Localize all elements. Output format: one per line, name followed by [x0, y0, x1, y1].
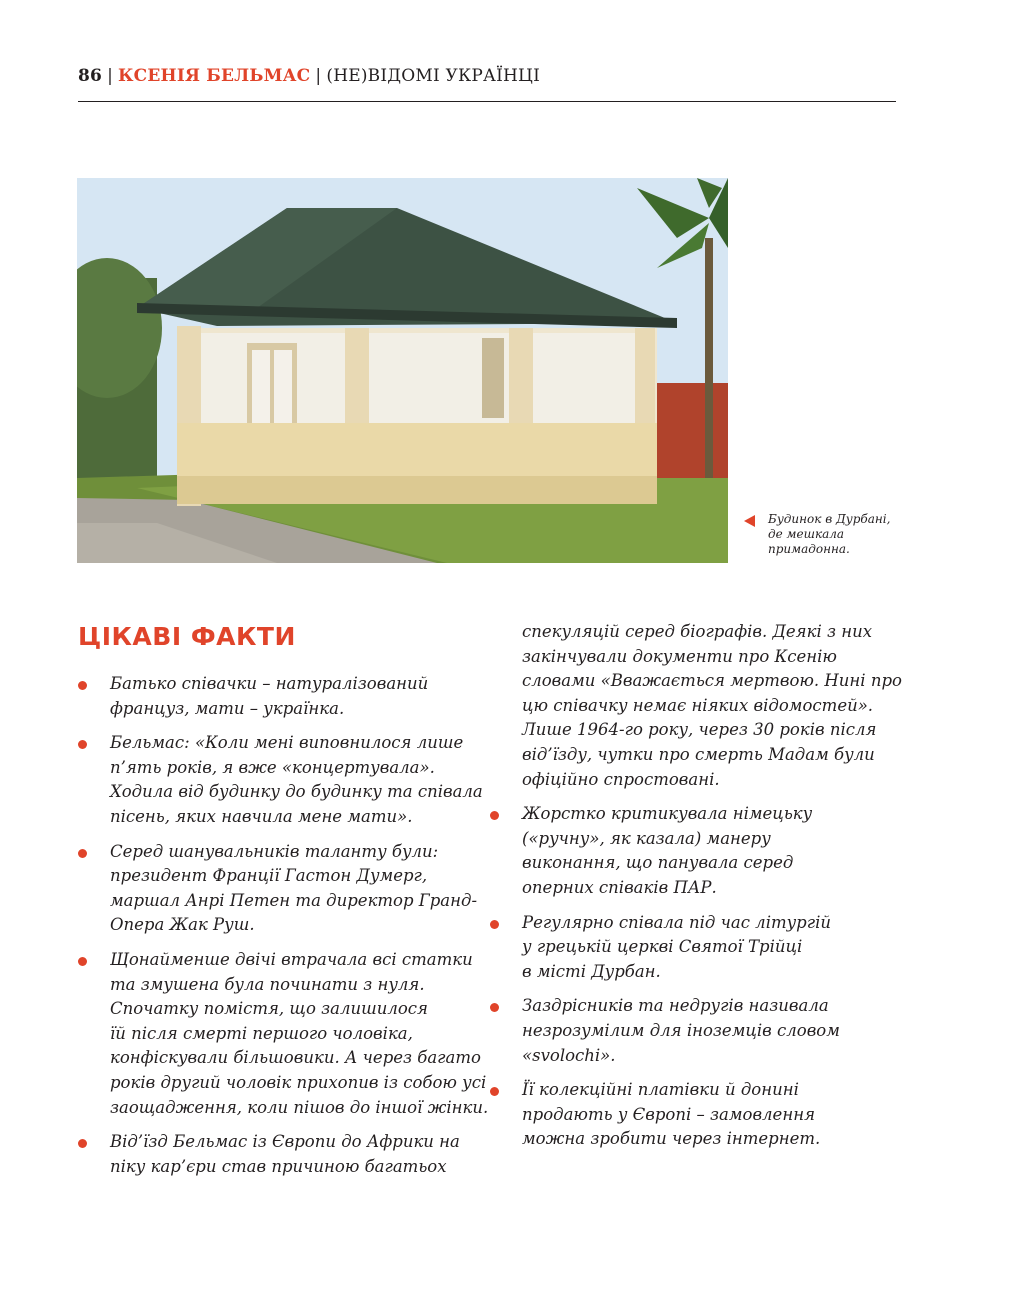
list-item [78, 672, 478, 721]
list-item-line: Бельмас: «Коли мені виповнилося лише [110, 733, 464, 753]
bullet-icon [78, 681, 87, 690]
list-item [490, 911, 890, 985]
list-item-line: спекуляцій серед біографів. Деякі з них [522, 622, 873, 641]
caption-line: примадонна. [768, 542, 850, 556]
facts-column-right [490, 620, 902, 1162]
list-item-line: від’їзду, чутки про смерть Мадам були [522, 744, 875, 764]
list-item [490, 802, 890, 900]
header-rule [78, 101, 896, 102]
list-item-continuation [490, 620, 902, 792]
facts-column-left [78, 672, 489, 1189]
list-item-line: пісень, яких навчила мене мати». [110, 806, 413, 826]
list-item-line: Її колекційні платівки й донині [522, 1080, 799, 1100]
list-item-line: закінчували документи про Ксенію [522, 646, 837, 666]
bullet-icon [490, 920, 499, 929]
list-item-line: заощадження, коли пішов до іншої жінки. [110, 1097, 489, 1117]
list-item-line: піку кар’єри став причиною багатьох [110, 1156, 447, 1176]
list-item-line: президент Франції Гастон Думерг, [110, 866, 428, 886]
list-item-line: цю співачку немає ніяких відомостей». [522, 695, 874, 715]
list-item-line: («ручну», як казала) манеру [522, 828, 771, 848]
list-item-line: офіційно спростовані. [522, 769, 720, 789]
list-item-line: Ходила від будинку до будинку та співала [110, 782, 483, 802]
section-title: ЦІКАВІ ФАКТИ [78, 622, 296, 651]
page-number: 86 [78, 66, 103, 86]
list-item [490, 1078, 890, 1152]
photo-caption [768, 512, 898, 557]
list-item-line: Спочатку помістя, що залишилося [110, 999, 428, 1019]
running-header [78, 66, 896, 86]
list-item-line: у грецькій церкві Святої Трійці [522, 937, 803, 957]
bullet-icon [490, 1087, 499, 1096]
list-item [78, 1130, 478, 1179]
bullet-icon [490, 811, 499, 820]
list-item-line: їй після смерті першого чоловіка, [110, 1023, 413, 1043]
header-separator: | [315, 66, 322, 86]
list-item-line: «svolochi». [522, 1045, 616, 1065]
list-item-line: Регулярно співала під час літургій [522, 912, 831, 932]
list-item-line: незрозумілим для іноземців словом [522, 1020, 840, 1040]
bullet-icon [78, 849, 87, 858]
bullet-icon [78, 1139, 87, 1148]
bullet-icon [78, 740, 87, 749]
list-item-line: та змушена була починати з нуля. [110, 974, 425, 994]
list-item-line: виконання, що панувала серед [522, 853, 794, 873]
list-item-line: француз, мати – українка. [110, 698, 345, 718]
list-item-line: Лише 1964-го року, через 30 років після [522, 720, 877, 740]
list-item-line: в місті Дурбан. [522, 961, 661, 981]
list-item-line: Серед шанувальників таланту були: [110, 841, 439, 861]
list-item-line: конфіскували більшовики. А через багато [110, 1048, 481, 1068]
list-item-line: можна зробити через інтернет. [522, 1129, 821, 1149]
header-book-title: (НЕ)ВІДОМІ УКРАЇНЦІ [326, 66, 540, 86]
header-separator: | [107, 66, 113, 86]
list-item-line: п’ять років, я вже «концертувала». [110, 757, 435, 777]
bullet-icon [78, 957, 87, 966]
list-item [78, 948, 489, 1120]
list-item-line: Щонайменше двічі втрачала всі статки [110, 949, 473, 969]
list-item-line: оперних співаків ПАР. [522, 877, 717, 897]
list-item-line: Жорстко критикувала німецьку [522, 804, 813, 824]
house-photo-illustration [77, 178, 728, 563]
list-item-line: Батько співачки – натуралізований [110, 674, 429, 693]
caption-line: де мешкала [768, 527, 845, 541]
header-author: КСЕНІЯ БЕЛЬМАС [118, 66, 311, 86]
list-item-line: продають у Європі – замовлення [522, 1104, 815, 1124]
list-item-line: років другий чоловік прихопив із собою усі [110, 1072, 487, 1092]
house-photo [77, 178, 728, 563]
list-item-line: маршал Анрі Петен та директор Гранд- [110, 890, 478, 910]
list-item [78, 731, 483, 829]
list-item [78, 840, 478, 938]
caption-arrow-icon [744, 515, 755, 527]
list-item-line: словами «Вважається мертвою. Нині про [522, 671, 902, 691]
bullet-icon [490, 1003, 499, 1012]
list-item-line: Опера Жак Руш. [110, 915, 255, 935]
list-item-line: Заздрісників та недругів називала [522, 996, 829, 1016]
caption-line: Будинок в Дурбані, [768, 512, 891, 526]
list-item-line: Від’їзд Бельмас із Європи до Африки на [110, 1132, 460, 1152]
list-item [490, 994, 890, 1068]
